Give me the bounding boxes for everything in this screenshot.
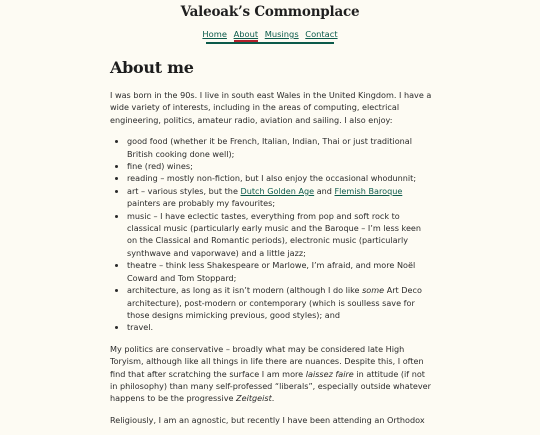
nav-underline-rule [206,42,334,44]
nav-home-link[interactable]: Home [202,29,227,39]
politics-paragraph [110,343,432,405]
intro-paragraph: I was born in the 90s. I live in south east Wales in the United Kingdom. I have a wide variety of interests, including in the areas of computing, electrical engineering, politics, amateur radio, aviation and sailing. I also enjoy: [110,90,432,125]
religion-paragraph: Religiously, I am an agnostic, but recently I have been attending an Orthodox [110,414,425,425]
main-content [110,58,432,435]
politics-text-mid: in attitude (if not in philosophy) than many self-professed “liberals”, especially outside whatever happens to be the progressive [110,368,431,404]
list-item-music: • music – I have eclectic tastes, everything from pop and soft rock to classical music (particularly early music and the Baroque – I’m less keen on the Classical and Romantic periods), electronic music (particularly synthwave and vaporwave) and a little jazz; [127,210,432,260]
art-text-start: art – various styles, but the [127,185,241,196]
list-item-art [127,185,432,210]
nav-contact-link[interactable]: Contact [305,29,338,39]
flemish-baroque-link[interactable]: Flemish Baroque [334,185,403,196]
politics-text-start: My politics are conservative – broadly what may be considered late High Toryism, although like all things in life there are nuances. Despite this, I often find that after scratching the surface I am more [110,343,424,379]
list-item-wines: • fine (red) wines; [127,160,432,172]
main-nav [0,29,540,42]
zeitgeist-emphasis: Zeitgeist [236,393,272,404]
nav-musings-link[interactable]: Musings [264,29,299,39]
interests-list [110,135,432,334]
list-item-reading: • reading – mostly non-fiction, but I also enjoy the occasional whodunnit; [127,172,432,184]
site-title[interactable]: Valeoak’s Commonplace [180,4,360,20]
art-text-end: painters are probably my favourites; [127,198,276,209]
laissez-faire-emphasis: laissez faire [305,368,354,379]
architecture-emphasis: some [362,285,385,296]
art-text-mid: and [314,185,335,196]
list-item-travel: • travel. [127,321,432,333]
nav-about-link[interactable]: About [234,29,259,42]
politics-text-end: . [271,393,275,404]
list-item-food: • good food (whether it be French, Italian, Indian, Thai or just traditional British cooking done well); [127,135,432,160]
architecture-text-start: architecture, as long as it isn’t modern (although I do like [127,285,363,296]
page-heading: About me [110,58,194,77]
architecture-text-end: Art Deco architecture), post-modern or contemporary (which is soulless save for those designs mimicking previous, good styles); and [127,285,422,320]
dutch-golden-age-link[interactable]: Dutch Golden Age [240,185,315,196]
list-item-architecture [127,284,432,321]
list-item-theatre: • theatre – think less Shakespeare or Marlowe, I’m afraid, and more Noël Coward and Tom Stoppard; [127,259,432,284]
